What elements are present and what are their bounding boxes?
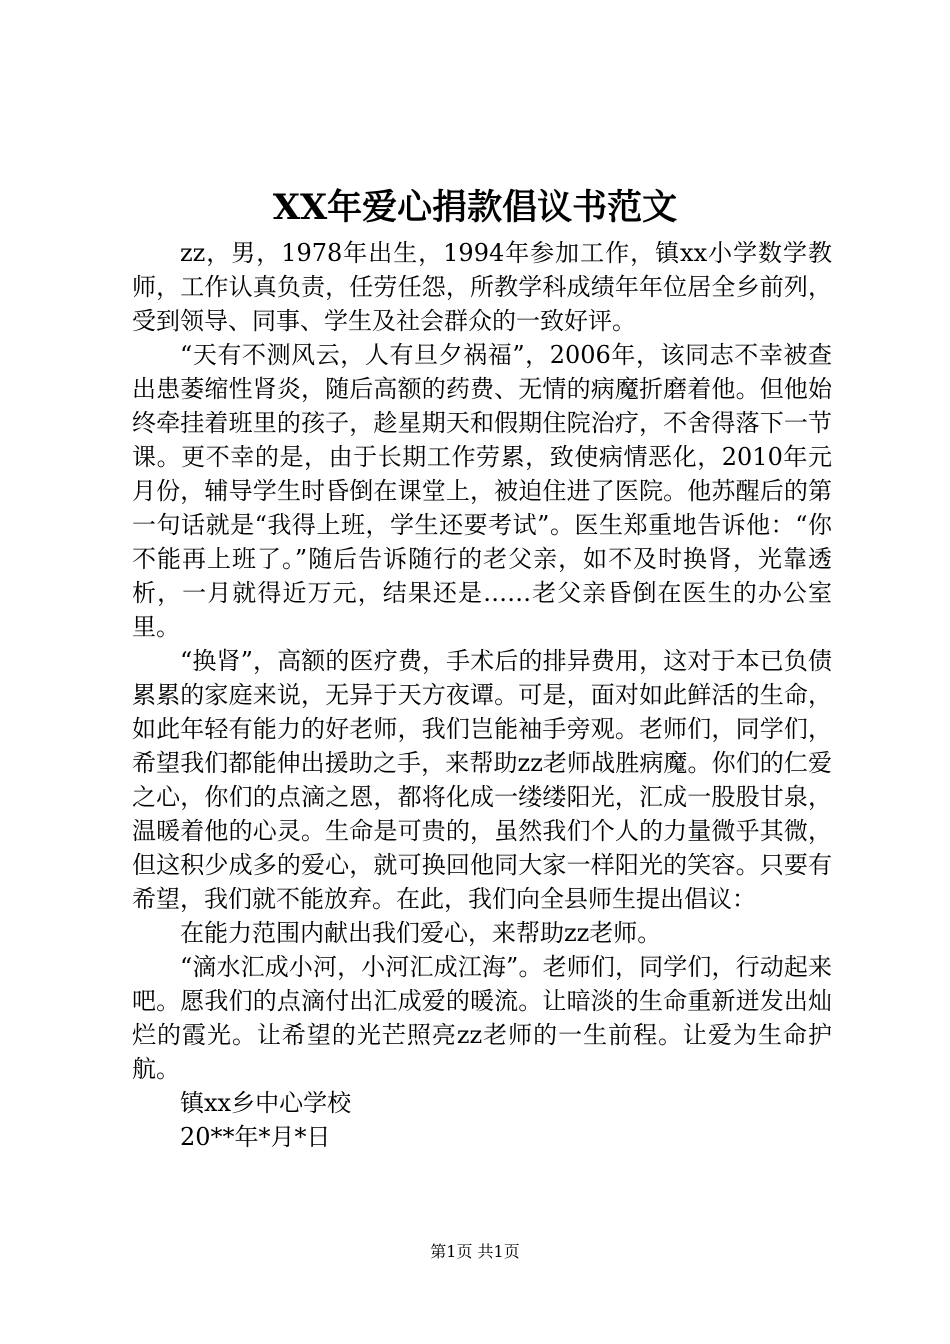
paragraph-proposal: 在能力范围内献出我们爱心，来帮助zz老师。 [180, 919, 662, 947]
document-title: XX年爱心捐款倡议书范文 [272, 187, 678, 228]
page-number: 第1页 共1页 [430, 1242, 520, 1261]
signature-school: 镇xx乡中心学校 [180, 1089, 352, 1117]
paragraph-closing: “滴水汇成小河，小河汇成江海”。老师们，同学们，行动起来吧。愿我们的点滴付出汇成爱的暖流。让暗淡的生命重新迸发出灿烂的霞光。让希望的光芒照亮zz老师的一生前程。让爱为生命护航。 [132, 953, 832, 1083]
paragraph-intro: zz，男，1978年出生，1994年参加工作，镇xx小学数学教师，工作认真负责，任劳任怨，所教学科成绩年年位居全乡前列，受到领导、同事、学生及社会群众的一致好评。 [132, 239, 832, 335]
signature-date: 20**年*月*日 [180, 1123, 331, 1151]
paragraph-appeal: “换肾”，高额的医疗费，手术后的排异费用，这对于本已负债累累的家庭来说，无异于天方夜谭。可是，面对如此鲜活的生命，如此年轻有能力的好老师，我们岂能袖手旁观。老师们，同学们，希望我们都能伸出援助之手，来帮助zz老师战胜病魔。你们的仁爱之心，你们的点滴之恩，都将化成一缕缕阳光，汇成一股股甘泉，温暖着他的心灵。生命是可贵的，虽然我们个人的力量微乎其微，但这积少成多的爱心，就可换回他同大家一样阳光的笑容。只要有希望，我们就不能放弃。在此，我们向全县师生提出倡议： [132, 647, 832, 913]
paragraph-illness: “天有不测风云，人有旦夕祸福”，2006年，该同志不幸被查出患萎缩性肾炎，随后高额的药费、无情的病魔折磨着他。但他始终牵挂着班里的孩子，趁星期天和假期住院治疗，不舍得落下一节课。更不幸的是，由于长期工作劳累，致使病情恶化，2010年元月份，辅导学生时昏倒在课堂上，被迫住进了医院。他苏醒后的第一句话就是“我得上班，学生还要考试”。医生郑重地告诉他：“你不能再上班了。”随后告诉随行的老父亲，如不及时换肾，光靠透析，一月就得近万元，结果还是……老父亲昏倒在医生的办公室里。 [132, 341, 832, 641]
document-body [132, 236, 832, 1154]
